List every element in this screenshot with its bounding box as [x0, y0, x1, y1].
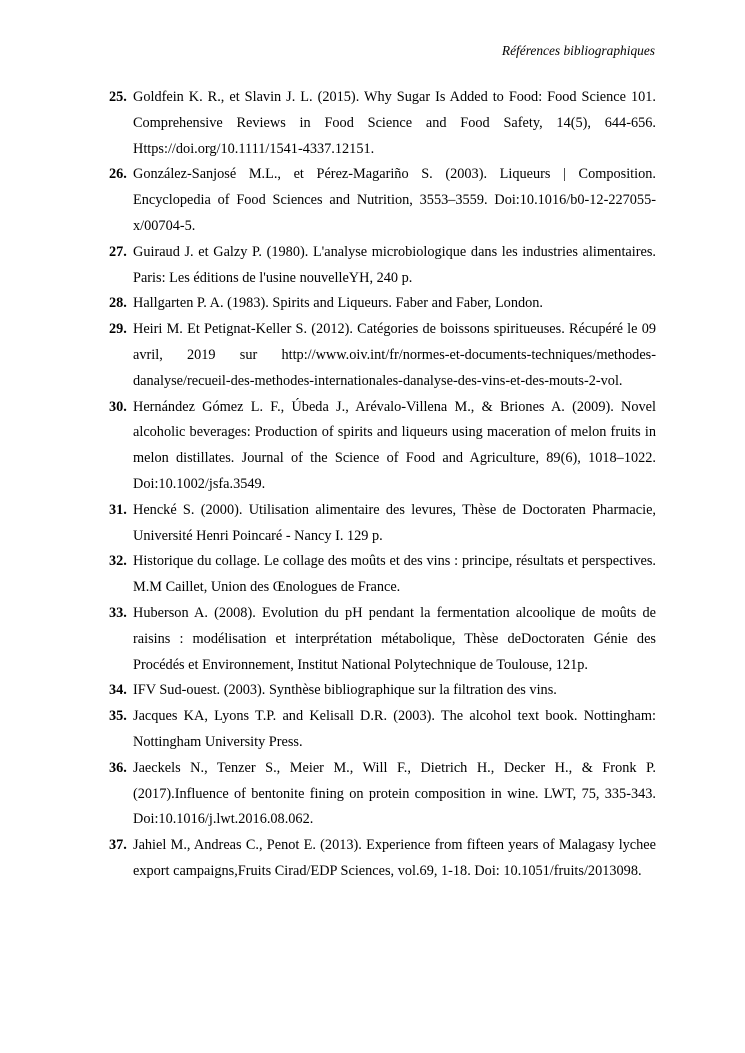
running-header: Références bibliographiques	[501, 43, 655, 58]
reference-number: 31.	[109, 501, 127, 518]
reference-item	[106, 833, 656, 885]
reference-list	[106, 85, 656, 885]
reference-text: González-Sanjosé M.L., et Pérez-Magariño S. (2003). Liqueurs | Composition. Encyclopedia of Food Sciences and Nutrition, 3553–3559. Doi:10.1016/b0-12-227055-x/00704-5.	[133, 166, 656, 234]
reference-item	[106, 291, 656, 317]
reference-item	[106, 85, 656, 162]
reference-text: Goldfein K. R., et Slavin J. L. (2015). Why Sugar Is Added to Food: Food Science 101. Comprehensive Reviews in Food Science and Food Safety, 14(5), 644-656. Https://doi.org/10.1111/1541-4337.12151.	[133, 89, 656, 157]
reference-number: 29.	[109, 321, 127, 338]
reference-number: 37.	[109, 837, 127, 854]
reference-text: Hencké S. (2000). Utilisation alimentaire des levures, Thèse de Doctoraten Pharmacie, Université Henri Poincaré - Nancy I. 129 p.	[133, 501, 656, 544]
reference-number: 25.	[109, 89, 127, 105]
reference-number: 28.	[109, 295, 127, 312]
reference-number: 26.	[109, 166, 127, 183]
reference-text: Jaeckels N., Tenzer S., Meier M., Will F., Dietrich H., Decker H., & Fronk P. (2017).Influence of bentonite fining on protein composition in wine. LWT, 75, 335-343. Doi:10.1016/j.lwt.2016.08.062.	[133, 759, 656, 828]
reference-text: Jacques KA, Lyons T.P. and Kelisall D.R. (2003). The alcohol text book. Nottingham: Nottingham University Press.	[133, 708, 656, 750]
reference-item	[106, 704, 656, 756]
reference-text: Hallgarten P. A. (1983). Spirits and Liqueurs. Faber and Faber, London.	[133, 295, 543, 312]
reference-number: 34.	[109, 682, 127, 699]
reference-number: 35.	[109, 708, 127, 725]
reference-item	[106, 162, 656, 239]
reference-text: Hernández Gómez L. F., Úbeda J., Arévalo-Villena M., & Briones A. (2009). Novel alcoholic beverages: Production of spirits and liqueurs using maceration of melon fruits in melon distillates. Journal of the Science of Food and Agriculture, 89(6), 1018–1022. Doi:10.1002/jsfa.3549.	[133, 398, 656, 492]
reference-text: Guiraud J. et Galzy P. (1980). L'analyse microbiologique dans les industries alimentaires. Paris: Les éditions de l'usine nouvelleYH, 240 p.	[133, 243, 656, 286]
reference-number: 30.	[109, 398, 127, 415]
reference-number: 36.	[109, 759, 127, 776]
reference-item	[106, 756, 656, 833]
reference-number: 32.	[109, 553, 127, 570]
reference-text: IFV Sud-ouest. (2003). Synthèse bibliographique sur la filtration des vins.	[133, 682, 557, 699]
reference-item	[106, 395, 656, 498]
reference-item	[106, 240, 656, 292]
reference-item	[106, 678, 656, 704]
reference-item	[106, 601, 656, 678]
reference-number: 27.	[109, 243, 127, 260]
reference-text: Huberson A. (2008). Evolution du pH pendant la fermentation alcoolique de moûts de raisins : modélisation et interprétation métabolique, Thèse deDoctoraten Génie des Procédés et Environnement, Institut National Polytechnique de Toulouse, 121p.	[133, 604, 656, 673]
reference-text: Jahiel M., Andreas C., Penot E. (2013). Experience from fifteen years of Malagasy lychee export campaigns,Fruits Cirad/EDP Sciences, vol.69, 1-18. Doi: 10.1051/fruits/2013098.	[133, 837, 656, 879]
reference-item	[106, 317, 656, 394]
reference-text: Historique du collage. Le collage des moûts et des vins : principe, résultats et perspectives. M.M Caillet, Union des Œnologues de France.	[133, 553, 656, 596]
reference-item	[106, 498, 656, 550]
reference-text: Heiri M. Et Petignat-Keller S. (2012). Catégories de boissons spiritueuses. Récupéré le 09 avril, 2019 sur http://www.oiv.int/fr/normes-et-documents-techniques/methodes-danalyse/recueil-des-methodes-internationales-danalyse-des-vins-et-des-mouts-2-vol.	[133, 321, 656, 389]
reference-item	[106, 549, 656, 601]
reference-number: 33.	[109, 604, 127, 621]
